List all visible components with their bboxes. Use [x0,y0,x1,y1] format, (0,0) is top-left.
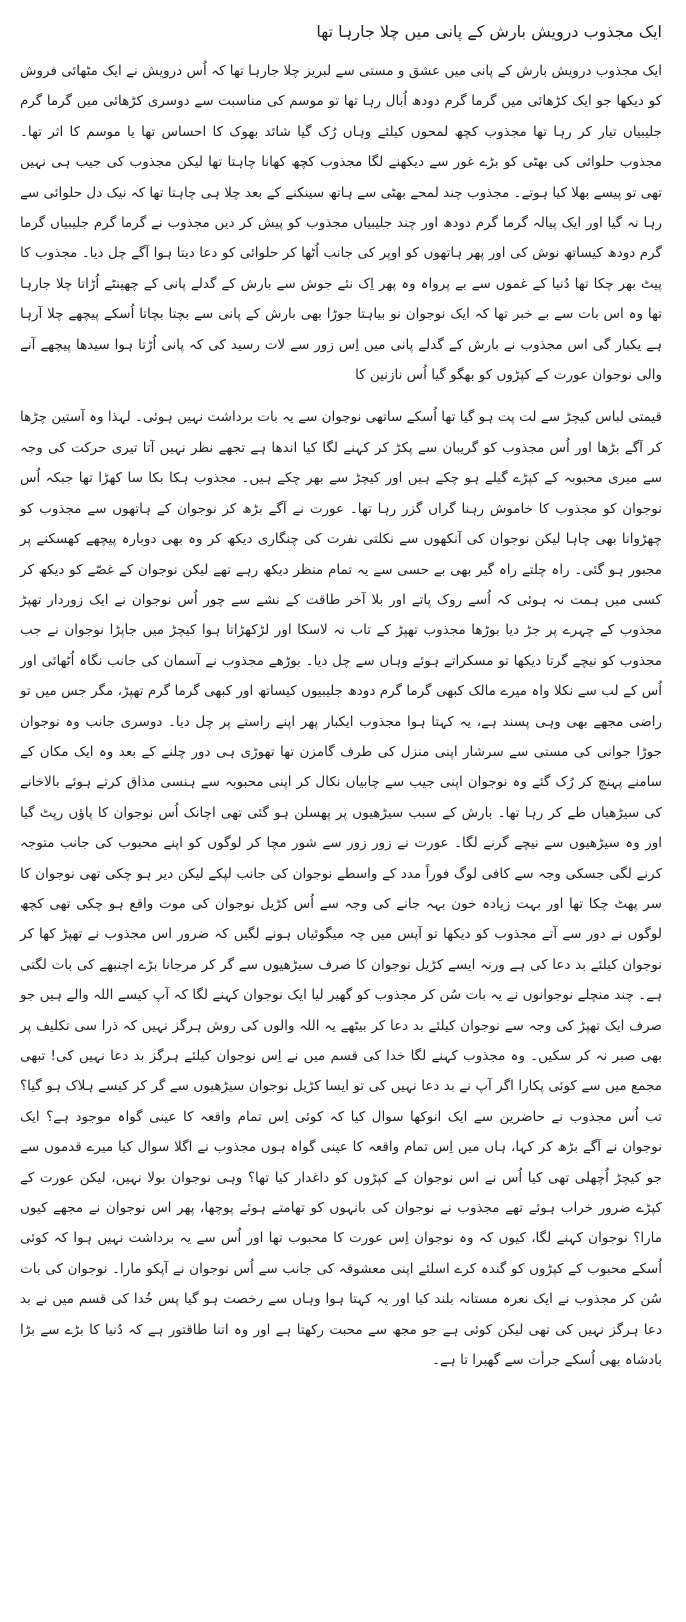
article-paragraph-1: ایک مجذوب درویش بارش کے پانی میں عشق و مستی سے لبریز چلا جارہا تھا کہ اُس درویش نے ایک مٹھائی فروش کو دیکھا جو ایک کڑھائی میں گرما گرم دودھ اُبال رہا تھا تو موسم کی مناسبت سے دوسری کڑھائی میں گرما گرم جلیبیاں تیار کر رہا تھا مجذوب کچھ لمحوں کیلئے وہاں رُک گیا شائد بھوک کا احساس تھا یا موسم کا اثر تھا۔ مجذوب حلوائی کی بھٹی کو بڑے غور سے دیکھنے لگا مجذوب کچھ کھانا چاہتا تھا لیکن مجذوب کی جیب ہی نہیں تھی تو پیسے بھلا کیا ہوتے۔ مجذوب چند لمحے بھٹی سے ہاتھ سینکنے کے بعد چلا ہی چاہتا تھا کہ نیک دل حلوائی سے رہا نہ گیا اور ایک پیالہ گرما گرم دودھ اور چند جلیبیاں مجذوب کو پیش کر دیں مجذوب نے گرما گرم جلیبیاں گرما گرم دودھ کیساتھ نوش کی اور پھر ہاتھوں کو اوپر کی جانب اُٹھا کر حلوائی کو دعا دیتا ہوا آگے چل دیا۔ مجذوب کا پیٹ بھر چکا تھا دُنیا کے غموں سے بے پرواہ وہ پھر اِک نئے جوش سے بارش کے گدلے پانی کے چھینٹے اُڑاتا چلا جارہا تھا وہ اس بات سے بے خبر تھا کہ ایک نوجوان نو بیاہتا جوڑا بھی بارش کے پانی سے بچتا بچاتا اُسکے پیچھے چلا آرہا ہے یکبار گی اس مجذوب نے بارش کے گدلے پانی میں اِس زور سے لات رسید کی کہ پانی اُڑتا ہوا سیدھا پیچھے آنے والی نوجوان عورت کے کپڑوں کو بھگو گیا اُس نازنین کا [20,63,662,384]
article-title: ایک مجذوب درویش بارش کے پانی میں چلا جارہا تھا [316,22,662,41]
article-paragraph-2: قیمتی لباس کیچڑ سے لت پت ہو گیا تھا اُسکے ساتھی نوجوان سے یہ بات برداشت نہیں ہوئی۔ لہذا وہ آستین چڑھا کر آگے بڑھا اور اُس مجذوب کو گریبان سے پکڑ کر کہنے لگا کیا اندھا ہے تجھے نظر نہیں آتا تیری حرکت کی وجہ سے میری محبوبہ کے کپڑے گیلے ہو چکے ہیں اور کیچڑ سے بھر چکے ہیں۔ مجذوب ہکا بکا سا کھڑا تھا جبکہ اُس نوجوان کو مجذوب کا خاموش رہنا گراں گزر رہا تھا۔ عورت نے آگے بڑھ کر نوجوان کے ہاتھوں سے مجذوب کو چھڑوانا بھی چاہا لیکن نوجوان کی آنکھوں سے نکلتی نفرت کی چنگاری دیکھ کر وہ بھی دوبارہ پیچھے کھسکنے پر مجبور ہو گئی۔ راہ چلتے راہ گیر بھی بے حسی سے یہ تمام منظر دیکھ رہے تھے لیکن نوجوان کے غصّے کو دیکھ کر کسی میں ہمت نہ ہوئی کہ اُسے روک پاتے اور بلا آخر طاقت کے نشے سے چور اُس نوجوان نے ایک زوردار تھپڑ مجذوب کے چہرے پر جڑ دیا بوڑھا مجذوب تھپڑ کے تاب نہ لاسکا اور لڑکھڑاتا ہوا کیچڑ میں جاپڑا نوجوان نے جب مجذوب کو نیچے گرتا دیکھا تو مسکراتے ہوئے وہاں سے چل دیا۔ بوڑھے مجذوب نے آسمان کی جانب نگاہ اُٹھائی اور اُس کے لب سے نکلا واہ میرے مالک کبھی گرما گرم دودھ جلیبیوں کیساتھ اور کبھی گرما گرم تھپڑ، مگر جس میں تو راضی مجھے بھی وہی پسند ہے، یہ کہتا ہوا مجذوب ایکبار پھر اپنے راستے پر چل دیا۔ دوسری جانب وہ نوجوان جوڑا جوانی کی مستی سے سرشار اپنی منزل کی طرف گامزن تھا تھوڑی ہی دور چلنے کے بعد وہ ایک مکان کے سامنے پہنچ کر رُک گئے وہ نوجوان اپنی جیب سے چابیاں نکال کر اپنی محبوبہ سے ہنسی مذاق کرتے ہوئے بالاخانے کی سیڑھیاں طے کر رہا تھا۔ بارش کے سبب سیڑھیوں پر پھسلن ہو گئی تھی اچانک اُس نوجوان کا پاؤں رپٹ گیا اور وہ سیڑھیوں سے نیچے گرنے لگا۔ عورت نے زور زور سے شور مچا کر لوگوں کو اپنے محبوب کی جانب متوجہ کرنے لگی جسکی وجہ سے کافی لوگ فوراً مدد کے واسطے نوجوان کی جانب لپکے لیکن دیر ہو چکی تھی نوجوان کا سر پھٹ چکا تھا اور بہت زیادہ خون بہہ جانے کی وجہ سے اُس کڑیل نوجوان کی موت واقع ہو چکی تھی کچھ لوگوں نے دور سے آتے مجذوب کو دیکھا تو آپس میں چہ میگوئیاں ہونے لگیں کہ ضرور اس مجذوب نے تھپڑ کھا کر نوجوان کیلئے بد دعا کی ہے ورنہ ایسے کڑیل نوجوان کا صرف سیڑھیوں سے گر کر مرجانا بڑے اچنبھے کی بات لگتی ہے۔ چند منچلے نوجوانوں نے یہ بات سُن کر مجذوب کو گھیر لیا ایک نوجوان کہنے لگا کہ آپ کیسے اللہ والے ہیں جو صرف ایک تھپڑ کی وجہ سے نوجوان کیلئے بد دعا کر بیٹھے یہ اللہ والوں کی روش ہرگز نہیں کہ ذرا سی تکلیف پر بھی صبر نہ کر سکیں۔ وہ مجذوب کہنے لگا خدا کی قسم میں نے اِس نوجوان کیلئے ہرگز بد دعا نہیں کی! تبھی مجمع میں سے کوئی پکارا اگر آپ نے بد دعا نہیں کی تو ایسا کڑیل نوجوان سیڑھیوں سے گر کر کیسے ہلاک ہو گیا؟ تب اُس مجذوب نے حاضرین سے ایک انوکھا سوال کیا کہ کوئی اِس تمام واقعہ کا عینی گواہ موجود ہے؟ ایک نوجوان نے آگے بڑھ کر کہا، ہاں میں اِس تمام واقعہ کا عینی گواہ ہوں مجذوب نے اگلا سوال کیا میرے قدموں سے جو کیچڑ اُچھلی تھی کیا اُس نے اس نوجوان کے کپڑوں کو داغدار کیا تھا؟ وہی نوجوان بولا نہیں، لیکن عورت کے کپڑے ضرور خراب ہوئے تھے مجذوب نے نوجوان کی بانہوں کو تھامتے ہوئے پوچھا، پھر اس نوجوان نے مجھے کیوں مارا؟ نوجوان کہنے لگا، کیوں کہ وہ نوجوان اِس عورت کا محبوب تھا اور اُس سے یہ برداشت نہیں ہوا کہ کوئی اُسکے محبوب کے کپڑوں کو گندہ کرے اسلئے اپنی معشوقہ کی جانب سے اُس نوجوان نے آپکو مارا۔ نوجوان کی بات سُن کر مجذوب نے ایک نعرہ مستانہ بلند کیا اور یہ کہتا ہوا وہاں سے رخصت ہو گیا پس خُدا کی قسم میں نے بد دعا ہرگز نہیں کی تھی لیکن کوئی ہے جو مجھ سے محبت رکھتا ہے اور وہ اتنا طاقتور ہے کہ دُنیا کا بڑے سے بڑا بادشاہ بھی اُسکے جرأت سے گھبرا تا ہے۔ [20,409,662,1369]
